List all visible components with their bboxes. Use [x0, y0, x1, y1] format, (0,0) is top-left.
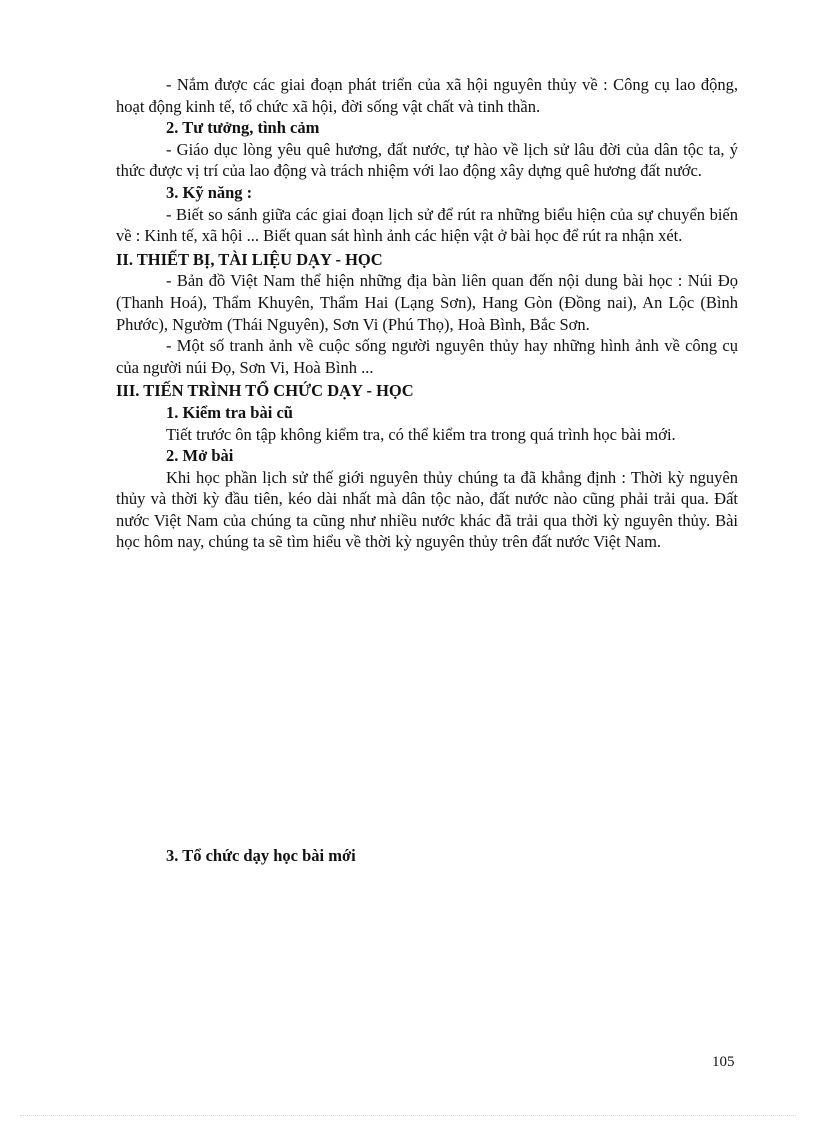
introduction-heading: 2. Mở bài — [166, 446, 234, 466]
page-number: 105 — [712, 1054, 735, 1070]
new-lesson-heading: 3. Tổ chức dạy học bài mới — [166, 846, 356, 865]
skills-paragraph: - Biết so sánh giữa các giai đoạn lịch sử để rút ra những biểu hiện của sự chuyển biến về : Kinh tế, xã hội ... Biết quan sát hình ảnh các hiện vật ở bài học để rút ra nhận xét. — [116, 204, 738, 246]
map-materials-paragraph: - Bản đồ Việt Nam thể hiện những địa bàn liên quan đến nội dung bài học : Núi Đọ (Thanh Hoá), Thẩm Khuyên, Thẩm Hai (Lạng Sơn), Hang Gòn (Đồng nai), An Lộc (Bình Phước), Ngườm (Thái Nguyên), Sơn Vi (Phú Thọ), Hoà Bình, Bắc Sơn. — [116, 271, 738, 334]
pictures-materials-paragraph: - Một số tranh ảnh về cuộc sống người nguyên thủy hay những hình ảnh về công cụ của người núi Đọ, Sơn Vi, Hoà Bình ... — [116, 336, 738, 377]
review-paragraph: Tiết trước ôn tập không kiểm tra, có thể kiểm tra trong quá trình học bài mới. — [166, 424, 676, 444]
skills-heading: 3. Kỹ năng : — [166, 182, 253, 202]
process-section-heading: III. TIẾN TRÌNH TỔ CHỨC DẠY - HỌC — [116, 381, 414, 401]
attitude-heading: 2. Tư tưởng, tình cảm — [166, 118, 320, 138]
introduction-paragraph: Khi học phần lịch sử thế giới nguyên thủy chúng ta đã khẳng định : Thời kỳ nguyên thủy và thời kỳ đầu tiên, kéo dài nhất mà dân tộc nào, đất nước nào cũng phải trải qua. Đất nước Việt Nam của chúng ta cũng như nhiều nước khác đã trải qua thời kỳ nguyên thủy. Bài học hôm nay, chúng ta sẽ tìm hiểu về thời kỳ nguyên thủy trên đất nước Việt Nam. — [116, 467, 738, 552]
equipment-section-heading: II. THIẾT BỊ, TÀI LIỆU DẠY - HỌC — [116, 249, 383, 269]
objective-knowledge-paragraph: - Nắm được các giai đoạn phát triển của xã hội nguyên thủy về : Công cụ lao động, hoạt động kinh tế, tổ chức xã hội, đời sống vật chất và tinh thần. — [116, 75, 738, 116]
document-body — [116, 74, 738, 553]
attitude-paragraph: - Giáo dục lòng yêu quê hương, đất nước, tự hào về lịch sử lâu đời của dân tộc ta, ý thức được vị trí của lao động và trách nhiệm với lao động xây dựng quê hương đất nước. — [116, 139, 738, 181]
review-heading: 1. Kiểm tra bài cũ — [166, 402, 293, 422]
page-bottom-divider — [20, 1115, 796, 1116]
